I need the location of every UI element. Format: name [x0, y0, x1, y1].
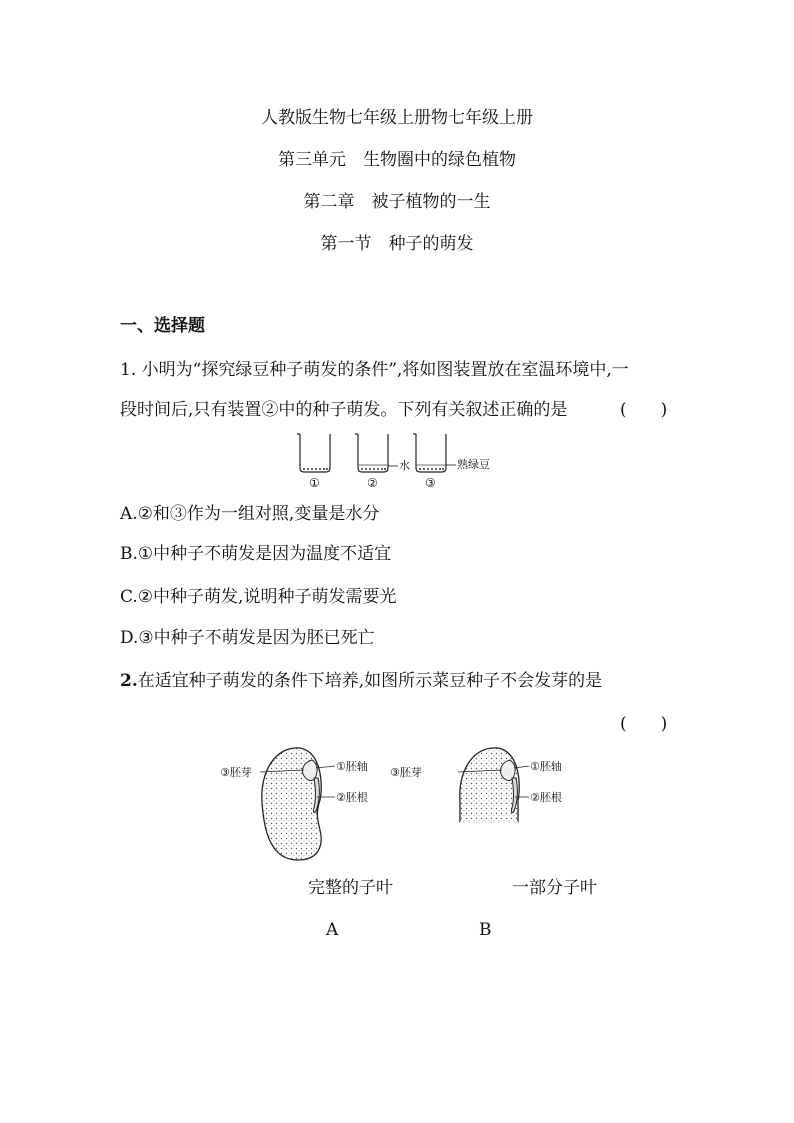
q2-text [120, 671, 602, 691]
cooked-bean-label: 熟绿豆 [457, 458, 490, 471]
q1-option-d: D.③中种子不萌发是因为胚已死亡 [120, 628, 375, 648]
q1-text-line1: 1. 小明为“探究绿豆种子萌发的条件”,将如图装置放在室温环境中,一 [120, 360, 629, 380]
q2-stem: 在适宜种子萌发的条件下培养,如图所示菜豆种子不会发芽的是 [137, 671, 603, 691]
beaker-1 [297, 434, 330, 472]
caption-complete-cotyledon: 完整的子叶 [308, 878, 393, 898]
q1-option-c: C.②中种子萌发,说明种子萌发需要光 [120, 587, 397, 607]
beakers-figure [290, 428, 510, 492]
water-label: 水 [399, 459, 410, 472]
textbook-title: 人教版生物七年级上册物七年级上册 [261, 108, 533, 128]
q1-text-line2: 段时间后,只有装置②中的种子萌发。下列有关叙述正确的是 [120, 400, 568, 420]
seed-b-figure [390, 742, 580, 870]
section-title: 第一节 种子的萌发 [320, 234, 474, 254]
beaker-3-label: ③ [425, 476, 436, 490]
beaker-2 [355, 434, 398, 472]
question-type-heading: 一、选择题 [120, 316, 205, 336]
seed-b-plumule-label: ③胚芽 [390, 766, 422, 779]
beaker-1-label: ① [309, 476, 320, 490]
beaker-3 [413, 434, 456, 472]
q2-number: 2. [120, 671, 138, 691]
seed-a-figure [220, 742, 390, 870]
q1-option-a: A.②和③作为一组对照,变量是水分 [120, 504, 380, 524]
figure-label-b: B [479, 920, 492, 940]
q1-answer-paren: ( ) [620, 400, 668, 420]
caption-partial-cotyledon: 一部分子叶 [512, 878, 597, 898]
seed-b-hypocotyl-label: ①胚轴 [530, 760, 562, 773]
seed-b-radicle-label: ②胚根 [530, 791, 562, 804]
unit-title: 第三单元 生物圈中的绿色植物 [278, 150, 516, 170]
seed-a-radicle-label: ②胚根 [336, 791, 368, 804]
chapter-title: 第二章 被子植物的一生 [303, 192, 491, 212]
q2-answer-paren: ( ) [620, 714, 668, 734]
figure-label-a: A [326, 920, 339, 940]
beaker-2-label: ② [367, 476, 378, 490]
seed-a-plumule-label: ③胚芽 [220, 766, 252, 779]
seed-a-hypocotyl-label: ①胚轴 [336, 760, 368, 773]
q1-option-b: B.①中种子不萌发是因为温度不适宜 [120, 544, 392, 564]
